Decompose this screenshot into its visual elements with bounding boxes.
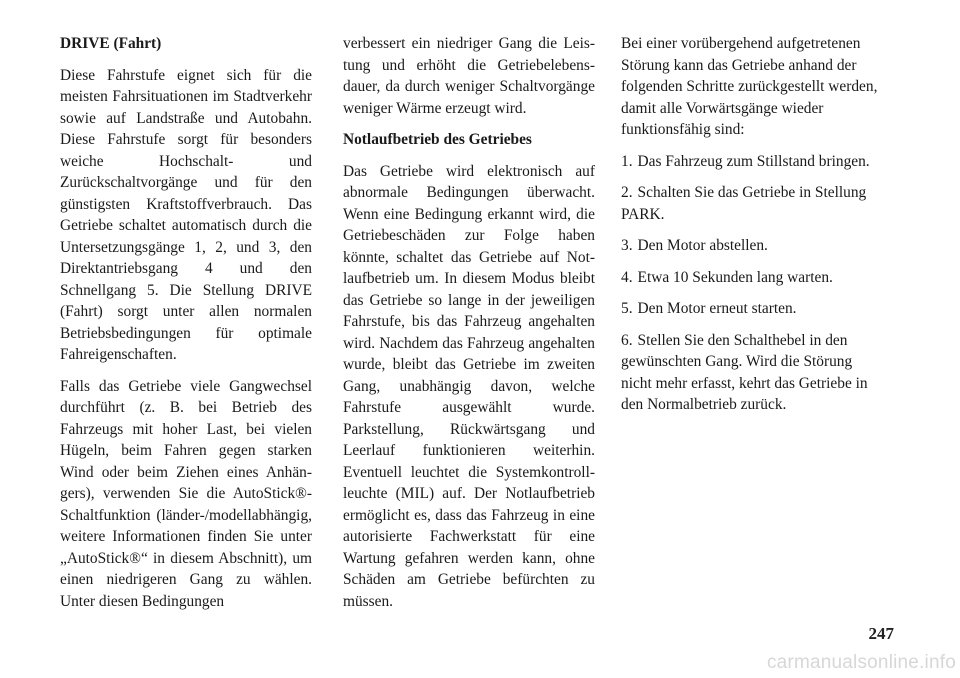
drive-description: Diese Fahrstufe eignet sich für die meisten Fahrsituationen im Stadtverkehr sowie auf Landstraße und Autobahn. Diese Fahrstufe sorgt für besonders weiche Hochschalt- und Zurückschaltvorgänge und für den günstigsten Kraftstoffverbrauch. Das Getriebe schaltet automatisch durch die Untersetzungsgänge 1, 2, und 3, den Direktantriebsgang 4 und den Schnellgang 5. Die Stellung DRIVE (Fahrt) sorgt unter allen normalen Betriebsbedingungen für optimale Fahreigenschaften. xyxy=(60,66,312,363)
page-number: 247 xyxy=(868,624,894,643)
limp-mode-heading: Notlaufbetrieb des Getriebes xyxy=(343,131,532,148)
limp-mode-paragraph: Das Getriebe wird elektronisch auf abnormale Bedingungen überwacht. Wenn eine Bedingung erkannt wird, die Getriebeschäden zur Folge haben könnte, schaltet das Getriebe auf Notlaufbetrieb um. In diesem Modus bleibt das Getriebe so lange in der jeweiligen Fahrstufe, bis das Fahrzeug angehalten wird. Nachdem das Fahrzeug angehalten wurde, bleibt das Getriebe im zweiten Gang, unabhängig davon, welche Fahrstufe ausgewählt wurde. Parkstellung, Rückwärtsgang und Leerlauf funktionieren weiterhin. Eventuell leuchtet die Systemkontrollleuchte (MIL) auf. Der Notlaufbetrieb ermöglicht es, dass das Fahrzeug in eine autorisierte Fachwerkstatt für eine Wartung gefahren werden kann, ohne Schäden am Getriebe befürchten zu müssen. xyxy=(343,162,595,610)
step-item: 4. Etwa 10 Sekunden lang warten. xyxy=(621,268,833,286)
drive-heading: DRIVE (Fahrt) xyxy=(60,35,162,52)
step-item: 3. Den Motor abstellen. xyxy=(621,237,768,254)
column-3 xyxy=(621,33,879,426)
column-2 xyxy=(343,33,595,622)
autostick-paragraph: Falls das Getriebe viele Gangwechsel durchführt (z. B. bei Betrieb des Fahrzeugs mit hoher Last, bei vielen Hügeln, beim Fahren gegen starken Wind oder beim Ziehen eines Anhängers), verwenden Sie die AutoStick®-Schaltfunktion (länder-/modellabhängig, weitere Informationen finden Sie unter „AutoStick®“ in diesem Abschnitt), um einen niedrigeren Gang zu wählen. Unter diesen Bedingungen xyxy=(60,377,312,610)
column-1 xyxy=(60,33,312,622)
step-item: 5. Den Motor erneut starten. xyxy=(621,300,797,317)
step-item: 2. Schalten Sie das Getriebe in Stellung PARK. xyxy=(621,184,867,223)
low-gear-paragraph: verbessert ein niedriger Gang die Leistung und erhöht die Getriebelebensdauer, da durch weniger Schaltvorgänge weniger Wärme erzeugt wird. xyxy=(343,35,595,117)
step-item: 1. Das Fahrzeug zum Stillstand bringen. xyxy=(621,152,870,170)
step-item: 6. Stellen Sie den Schalthebel in den gewünschten Gang. Wird die Störung nicht mehr erfasst, kehrt das Getriebe in den Normalbetrieb zurück. xyxy=(621,331,868,413)
reset-intro: Bei einer vorübergehend aufgetretenen Störung kann das Getriebe anhand der folgenden Schritte zurückgestellt werden, damit alle Vorwärtsgänge wieder funktionsfähig sind: xyxy=(621,35,878,138)
watermark-text: carmanualsonline.info xyxy=(766,652,956,673)
